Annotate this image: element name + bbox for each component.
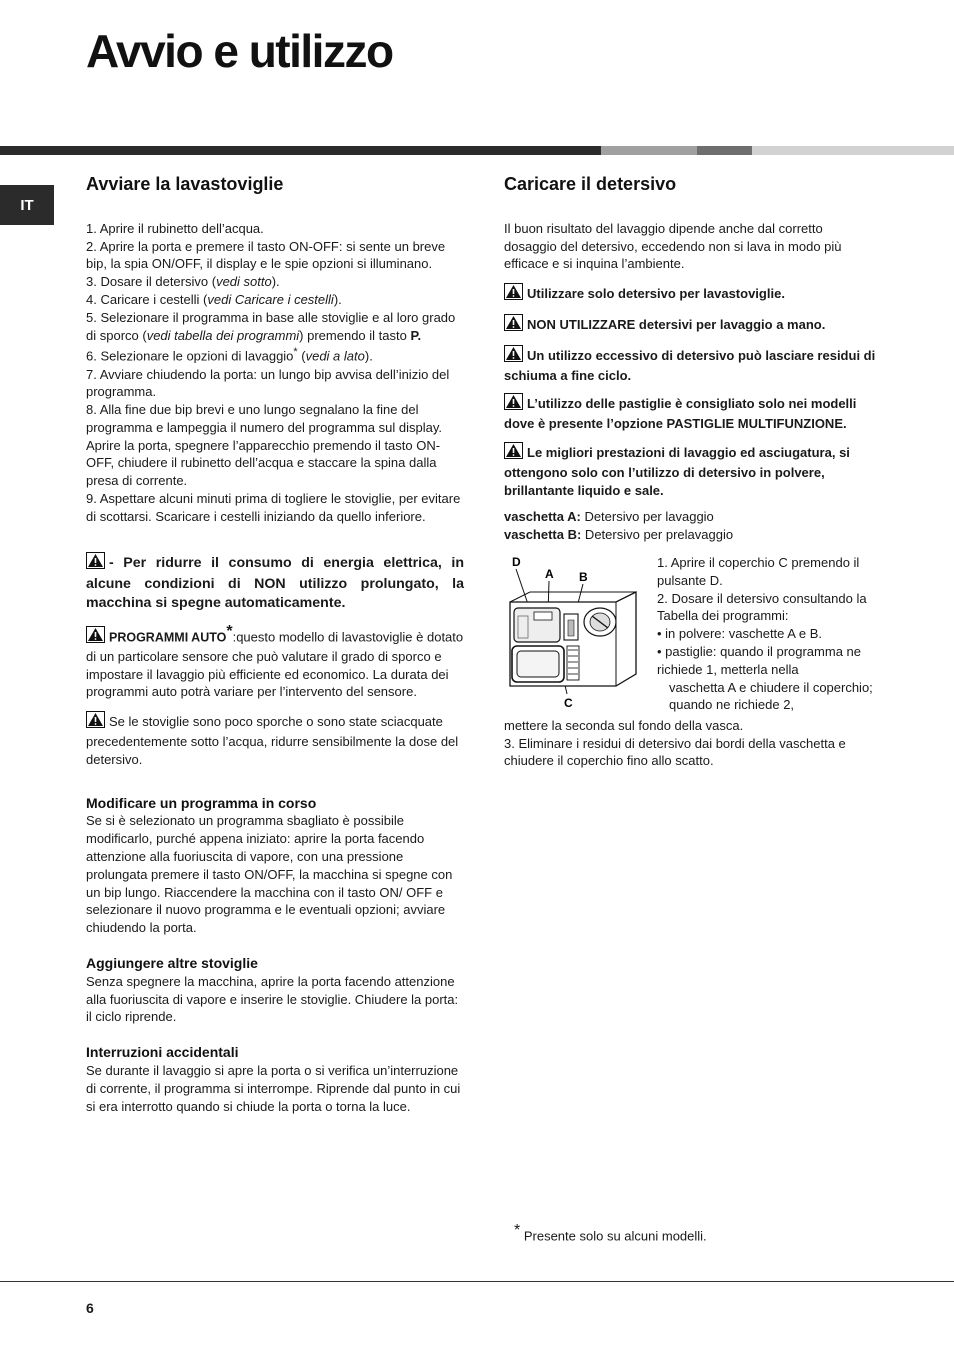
step-4: 4. Caricare i cestelli (vedi Caricare i cestelli). [86, 291, 342, 307]
section-text: Senza spegnere la macchina, aprire la porta facendo attenzione alla fuoriuscita di vapore e inserire le stoviglie. Chiudere la porta: il ciclo riprende. [86, 973, 459, 1025]
auto-programs-note: PROGRAMMI AUTO*:questo modello di lavastoviglie è dotato di un particolare sensore che può valutare il grado di sporco e impostare il lavaggio più efficiente ed economico. La durata dei programmi auto potrà variare per l’intervento del sensore. [86, 622, 464, 700]
step-5: 5. Selezionare il programma in base alle stoviglie e al loro grado di sporco (vedi tabella dei programmi) premendo il tasto P. [86, 309, 456, 343]
step-8: 8. Alla fine due bip brevi e uno lungo segnalano la fine del programma e lampeggia il numero del programma sul display. Aprire la porta, spegnere l’apparecchio premendo il tasto ON-OFF, chiudere il rubinetto dell’acqua e staccare la spina dalla presa di corrente. [86, 402, 442, 489]
step-6: 6. Selezionare le opzioni di lavaggio* (vedi a lato). [86, 346, 373, 364]
label-a: A [545, 566, 554, 581]
dispenser-step-2b: • pastiglie: quando il programma ne richiede 1, metterla nella [657, 643, 862, 677]
language-tab: IT [0, 185, 54, 225]
header-rule-mid-dark [697, 146, 752, 155]
detergent-heading: Caricare il detersivo [504, 174, 677, 194]
section-heading: Modificare un programma in corso [86, 794, 317, 811]
step-9: 9. Aspettare alcuni minuti prima di togliere le stoviglie, per evitare di scottarsi. Scaricare i cestelli iniziando da quello inferiore. [86, 491, 461, 524]
left-column [86, 176, 464, 1115]
dispenser-step-2a: • in polvere: vaschette A e B. [657, 626, 822, 642]
detergent-warning-4: L’utilizzo delle pastiglie è consigliato solo nei modelli dove è presente l’opzione PASTIGLIE MULTIFUNZIONE. [504, 393, 879, 433]
label-c: C [564, 695, 573, 710]
warning-icon [504, 314, 523, 336]
dispenser-step-1: 1. Aprire il coperchio C premendo il pulsante D. [657, 554, 860, 588]
start-steps [86, 220, 464, 526]
section-text: Se si è selezionato un programma sbagliato è possibile modificarlo, purché appena iniziato: aprire la porta facendo attenzione alla fuoriuscita di vapore, con una pressione prolungata premere il tasto ON/OFF, la macchina si spegne con un bip lungo. Riaccendere la macchina con il tasto ON/ OFF e selezionare il nuovo programma e le eventuali opzioni; avviare chiudendo la porta. [86, 813, 453, 936]
detergent-warning-2: NON UTILIZZARE detersivi per lavaggio a mano. [504, 314, 879, 336]
step-2: 2. Aprire la porta e premere il tasto ON-OFF: si sente un breve bip, la spia ON/OFF, il display e le spie opzioni si illuminano. [86, 238, 446, 272]
header-rule-light [752, 146, 954, 155]
header-rule-mid [601, 146, 697, 155]
warning-icon [86, 552, 105, 575]
dispenser-block [504, 554, 879, 717]
right-column [504, 176, 879, 770]
detergent-warning-3: Un utilizzo eccessivo di detersivo può lasciare residui di schiuma a fine ciclo. [504, 345, 879, 385]
start-heading: Avviare la lavastoviglie [86, 174, 284, 194]
dispenser-step-2: 2. Dosare il detersivo consultando la Tabella dei programmi: [657, 590, 867, 624]
section-text: Se durante il lavaggio si apre la porta o si verifica un’interruzione di corrente, il programma si interrompe. Riprende dal punto in cui si era interrotto quando si chiude la porta o torna la luce. [86, 1062, 461, 1114]
page-title: Avvio e utilizzo [86, 25, 393, 77]
warning-icon [504, 393, 523, 415]
detergent-intro: Il buon risultato del lavaggio dipende anche dal corretto dosaggio del detersivo, eccedendo non si lava in modo più efficace e si inquina l’ambiente. [504, 220, 842, 272]
detergent-warning-5: Le migliori prestazioni di lavaggio ed asciugatura, si ottengono solo con l’utilizzo di detersivo in polvere, brillantante liquido e sale. [504, 442, 879, 499]
footnote: * Presente solo su alcuni modelli. [514, 1222, 707, 1244]
energy-warning: - Per ridurre il consumo di energia elettrica, in alcune condizioni di NON utilizzo prolungato, la macchina si spegne automaticamente. [86, 552, 464, 613]
step-7: 7. Avviare chiudendo la porta: un lungo bip avvisa dell’inizio del programma. [86, 366, 450, 400]
page-number: 6 [86, 1300, 94, 1316]
warning-icon [86, 626, 105, 648]
header-rule-dark [0, 146, 601, 155]
dispenser-step-2d: mettere la seconda sul fondo della vasca. [504, 717, 744, 733]
warning-icon [504, 283, 523, 305]
dispenser-step-2c: vaschetta A e chiudere il coperchio; quando ne richiede 2, [669, 679, 873, 713]
warning-icon [86, 711, 105, 733]
warning-icon [504, 345, 523, 367]
section-heading: Interruzioni accidentali [86, 1044, 239, 1061]
dirty-dishes-note: Se le stoviglie sono poco sporche o sono state sciacquate precedentemente sotto l’acqua, ridurre sensibilmente la dose del detersivo. [86, 711, 464, 768]
step-3: 3. Dosare il detersivo (vedi sotto). [86, 274, 280, 290]
compartment-a: vaschetta A: Detersivo per lavaggio [504, 509, 714, 525]
detergent-warning-1: Utilizzare solo detersivo per lavastoviglie. [504, 283, 879, 305]
label-b: B [579, 569, 588, 584]
footer-rule [0, 1281, 954, 1282]
dispenser-steps [654, 554, 879, 717]
dispenser-diagram [504, 554, 654, 717]
warning-icon [504, 442, 523, 464]
label-d: D [512, 554, 521, 569]
section-heading: Aggiungere altre stoviglie [86, 954, 258, 971]
compartment-b: vaschetta B: Detersivo per prelavaggio [504, 527, 734, 543]
step-1: 1. Aprire il rubinetto dell’acqua. [86, 220, 264, 236]
dispenser-step-3: 3. Eliminare i residui di detersivo dai bordi della vaschetta e chiudere il coperchio fino allo scatto. [504, 735, 846, 769]
